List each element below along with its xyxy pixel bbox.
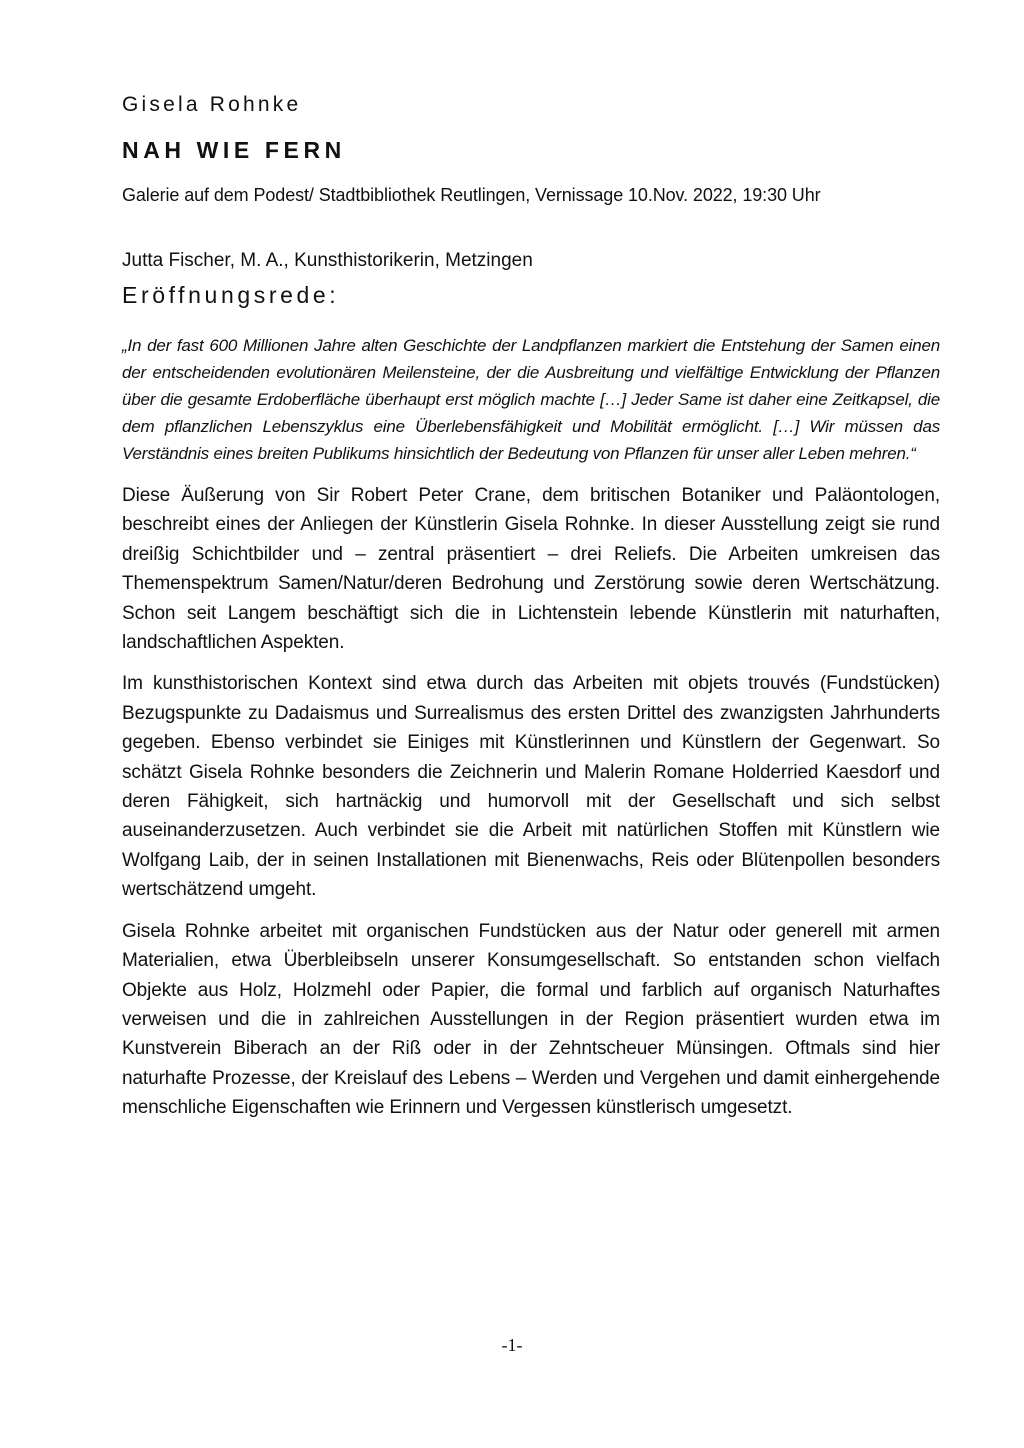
speaker-line: Jutta Fischer, M. A., Kunsthistorikerin, Metzingen: [122, 250, 533, 271]
artist-name: Gisela Rohnke: [122, 93, 302, 116]
exhibition-title: NAH WIE FERN: [122, 137, 346, 163]
body-paragraph: Gisela Rohnke arbeitet mit organischen Fundstücken aus der Natur oder generell mit armen Materialien, etwa Überbleibseln unserer Konsumgesellschaft. So entstanden schon vielfach Objekte aus Holz, Holzmehl oder Papier, die formal und farblich auf organisch Naturhaftes verweisen und die in zahlreichen Ausstellungen in der Region präsentiert wurden etwa im Kunstverein Biberach an der Riß oder in der Zehntscheuer Münsingen. Oftmals sind hier naturhafte Prozesse, der Kreislauf des Lebens – Werden und Vergehen und damit einhergehende menschliche Eigenschaften wie Erinnern und Vergessen künstlerisch umgesetzt.: [122, 920, 940, 1119]
speech-title: Eröffnungsrede:: [122, 282, 340, 308]
document-body: [122, 88, 940, 1123]
event-info: Galerie auf dem Podest/ Stadtbibliothek Reutlingen, Vernissage 10.Nov. 2022, 19:30 Uhr: [122, 185, 821, 205]
opening-quote: „In der fast 600 Millionen Jahre alten Geschichte der Landpflanzen markiert die Entstehung der Samen einen der entscheidenden evolutionären Meilensteine, der die Ausbreitung und vielfältige Entwicklung der Pflanzen über die gesamte Erdoberfläche überhaupt erst möglich machte […] Jeder Same ist daher eine Zeitkapsel, die dem pflanzlichen Lebenszyklus eine Überlebensfähigkeit und Mobilität ermöglicht. […] Wir müssen das Verständnis eines breiten Publikums hinsichtlich der Bedeutung von Pflanzen für unser aller Leben mehren.“: [122, 336, 940, 463]
body-paragraph: Diese Äußerung von Sir Robert Peter Crane, dem britischen Botaniker und Paläontologen, beschreibt eines der Anliegen der Künstlerin Gisela Rohnke. In dieser Ausstellung zeigt sie rund dreißig Schichtbilder und – zentral präsentiert – drei Reliefs. Die Arbeiten umkreisen das Themenspektrum Samen/Natur/deren Bedrohung und Zerstörung sowie deren Wertschätzung. Schon seit Langem beschäftigt sich die in Lichtenstein lebende Künstlerin mit naturhaften, landschaftlichen Aspekten.: [122, 485, 940, 654]
page-number: -1-: [501, 1335, 523, 1355]
body-paragraph: Im kunsthistorischen Kontext sind etwa durch das Arbeiten mit objets trouvés (Fundstücken) Bezugspunkte zu Dadaismus und Surrealismus des ersten Drittel des zwanzigsten Jahrhunderts gegeben. Ebenso verbindet sie Einiges mit Künstlerinnen und Künstlern der Gegenwart. So schätzt Gisela Rohnke besonders die Zeichnerin und Malerin Romane Holderried Kaesdorf und deren Fähigkeit, sich hartnäckig und humorvoll mit der Gesellschaft und sich selbst auseinanderzusetzen. Auch verbindet sie die Arbeit mit natürlichen Stoffen mit Künstlern wie Wolfgang Laib, der in seinen Installationen mit Bienenwachs, Reis oder Blütenpollen besonders wertschätzend umgeht.: [122, 673, 940, 901]
